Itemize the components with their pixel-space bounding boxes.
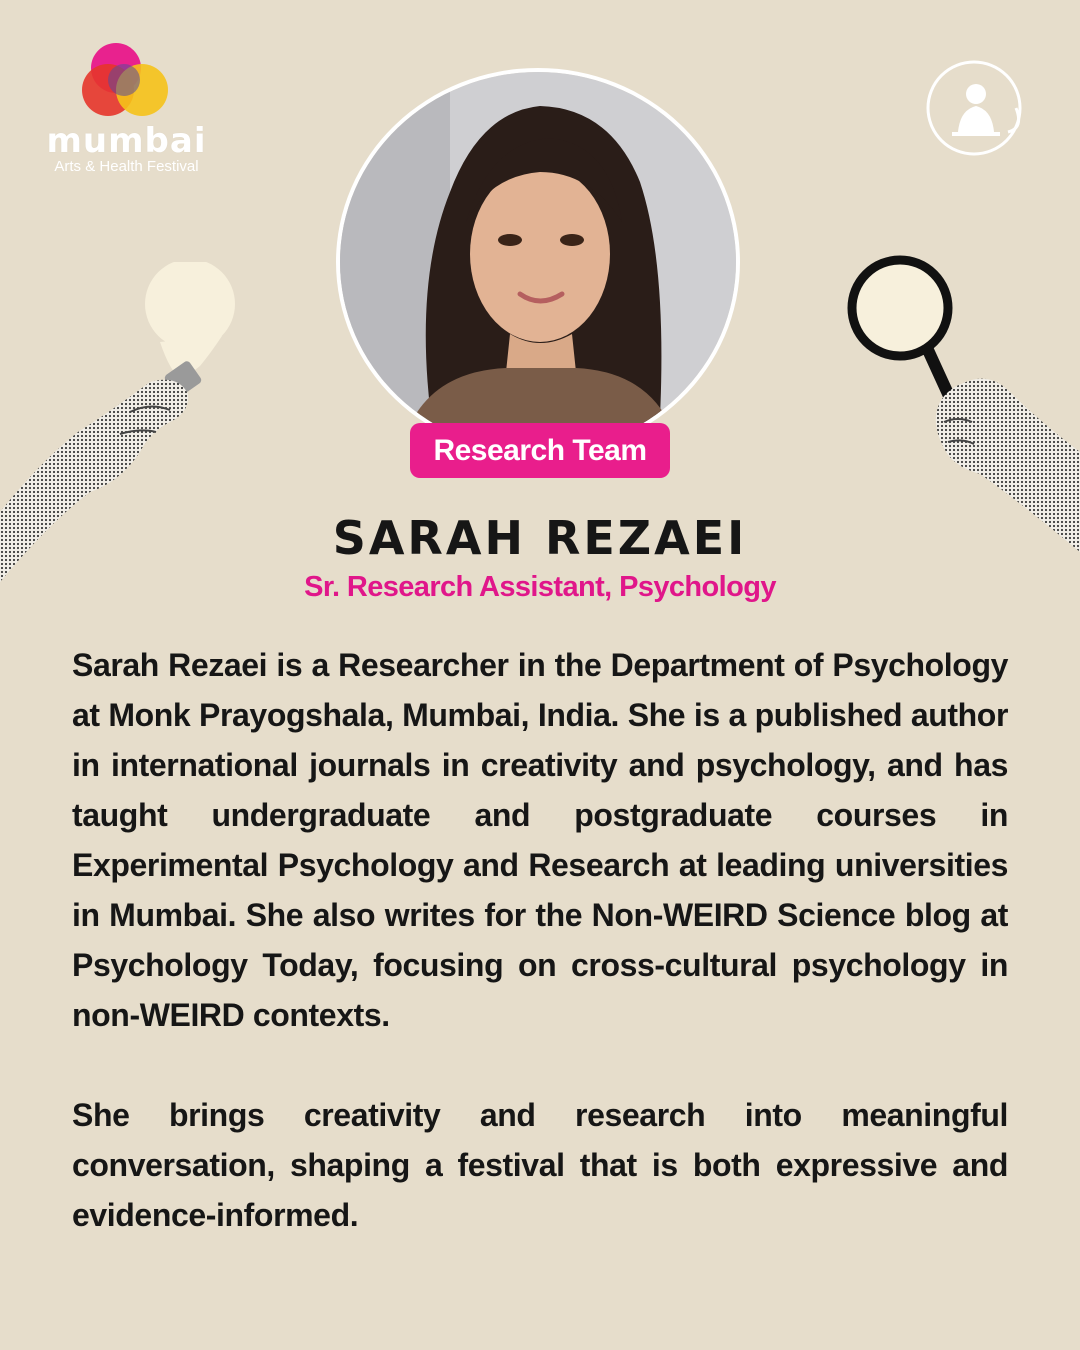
- logo-tagline: Arts & Health Festival: [54, 158, 199, 175]
- logo-wordmark: mumbai: [46, 121, 207, 161]
- speaker-name: SARAH REZAEI: [332, 511, 748, 565]
- monkey-emblem-icon: [924, 58, 1028, 162]
- team-badge: Research Team: [410, 423, 670, 478]
- speaker-bio: [72, 640, 1008, 1240]
- profile-photo: [336, 68, 740, 456]
- overlapping-circles-icon: [80, 38, 172, 122]
- bio-paragraph: She brings creativity and research into meaningful conversation, shaping a festival that is both expressive and evidence-informed.: [72, 1097, 1008, 1233]
- portrait-image: [340, 72, 736, 452]
- festival-logo: [44, 38, 214, 183]
- speaker-role: Sr. Research Assistant, Psychology: [304, 571, 776, 603]
- bio-paragraph: Sarah Rezaei is a Researcher in the Department of Psychology at Monk Prayogshala, Mumbai, India. She is a published author in international journals in creativity and psychology, and has taught undergraduate and postgraduate courses in Experimental Psychology and Research at leading universities in Mumbai. She also writes for the Non-WEIRD Science blog at Psychology Today, focusing on cross-cultural psychology in non-WEIRD contexts.: [72, 647, 1008, 1033]
